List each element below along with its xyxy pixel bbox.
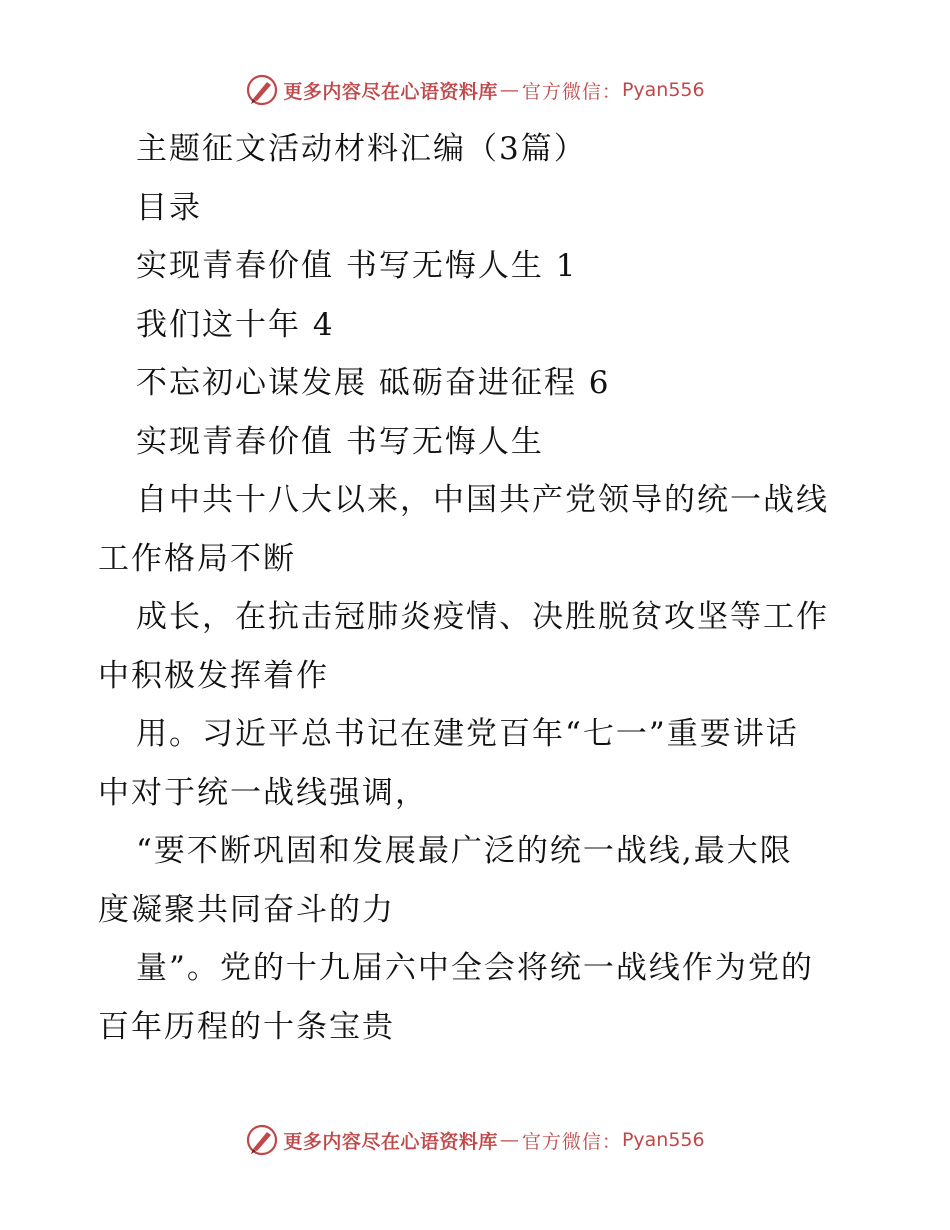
body-line: 工作格局不断: [98, 540, 296, 577]
body-line: 中积极发挥着作: [98, 657, 329, 694]
watermark-wechat-label: 官方微信：: [521, 1130, 622, 1153]
section-heading: 实现青春价值 书写无悔人生: [136, 423, 544, 460]
body-line: 成长，在抗击冠肺炎疫情、决胜脱贫攻坚等工作: [136, 599, 829, 635]
body-line: 度凝聚共同奋斗的力: [98, 891, 395, 928]
watermark-dash: —: [499, 79, 520, 101]
pen-logo-icon: [245, 73, 279, 107]
document-title: 主题征文活动材料汇编（3篇）: [136, 131, 587, 167]
toc-entry: 不忘初心谋发展 砥砺奋进征程 6: [136, 365, 611, 401]
document-body: [98, 120, 858, 1056]
watermark-banner-bottom: [0, 1120, 950, 1160]
watermark-text: 更多内容尽在心语资料库: [283, 80, 498, 103]
body-line: “要不断巩固和发展最广泛的统一战线,最大限: [136, 833, 793, 869]
toc-entry: 实现青春价值 书写无悔人生 1: [136, 248, 578, 284]
body-line: 用。习近平总书记在建党百年“七一”重要讲话: [136, 716, 799, 752]
watermark-wechat-label: 官方微信：: [521, 80, 622, 103]
body-line: 量”。党的十九届六中全会将统一战线作为党的: [136, 950, 814, 986]
watermark-dash: —: [499, 1129, 520, 1151]
body-line: 百年历程的十条宝贵: [98, 1008, 395, 1045]
toc-entry: 我们这十年 4: [136, 306, 335, 343]
body-line: 中对于统一战线强调，: [98, 774, 428, 811]
watermark-text: 更多内容尽在心语资料库: [283, 1130, 498, 1153]
pen-logo-icon: [245, 1123, 279, 1157]
watermark-banner-top: [0, 70, 950, 110]
body-line: 自中共十八大以来，中国共产党领导的统一战线: [136, 482, 829, 518]
watermark-wechat-id: Pyan556: [621, 79, 705, 101]
toc-heading: 目录: [136, 189, 202, 226]
watermark-wechat-id: Pyan556: [621, 1129, 705, 1151]
